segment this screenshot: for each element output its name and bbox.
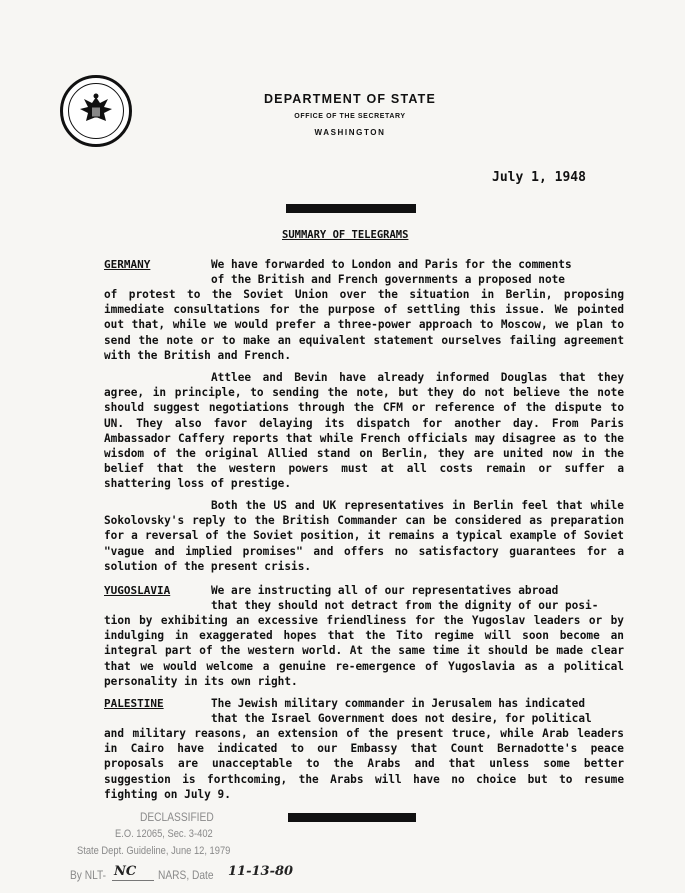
yugoslavia-first-line: We are instructing all of our representatives abroad — [211, 584, 559, 597]
document-title: SUMMARY OF TELEGRAMS — [282, 229, 409, 241]
palestine-second-line: that the Israel Government does not desire, for political — [211, 712, 592, 725]
section-heading-yugoslavia: YUGOSLAVIA — [104, 584, 171, 597]
yugoslavia-second-line: that they should not detract from the dignity of our posi- — [211, 599, 599, 612]
declassified-stamp-nars-date: NARS, Date — [158, 868, 214, 882]
yugoslavia-paragraph-body: tion by exhibiting an excessive friendliness for the Yugoslav leaders or by indulging in exaggerated hopes that the Tito regime will soon become an integral part of the western world. At the same time it should be made clear that we would welcome a genuine re-emergence of Yugoslavia as a political personality in its own right. — [104, 614, 624, 688]
germany-paragraph-2: Attlee and Bevin have already informed Douglas that they agree, in principle, to sending the note, but they do not believe the note should suggest negotiations through the CFM or reference of the dispute to UN. They also favor delaying its dispatch for another day. From Paris Ambassador Caffery reports that while French officials may disagree as to the wisdom of the original Allied stand on Berlin, they are united now in the belief that the western powers must at all costs remain or suffer a shattering loss of prestige. — [104, 371, 624, 491]
declassified-stamp-order: E.O. 12065, Sec. 3-402 — [115, 828, 213, 840]
department-name: DEPARTMENT OF STATE — [263, 92, 437, 106]
germany-first-line: We have forwarded to London and Paris for the comments — [211, 258, 572, 271]
eagle-emblem-icon — [68, 83, 124, 139]
declassified-stamp-title: DECLASSIFIED — [140, 810, 214, 824]
palestine-paragraph-body: and military reasons, an extension of the present truce, while Arab leaders in Cairo have indicated to our Embassy that Count Bernadotte's peace proposals are unacceptable to the Arabs and that unless some better suggestion is forthcoming, the Arabs will have no choice but to resume fighting on July 9. — [104, 727, 624, 801]
palestine-first-line: The Jewish military commander in Jerusalem has indicated — [211, 697, 586, 710]
section-heading-palestine: PALESTINE — [104, 697, 164, 710]
handwritten-date: 11-13-80 — [228, 864, 294, 879]
declassified-stamp-by-prefix: By NLT- — [70, 868, 107, 882]
state-department-seal — [60, 75, 132, 147]
office-name: OFFICE OF THE SECRETARY — [294, 113, 406, 120]
redacted-classification-bottom — [288, 813, 416, 822]
germany-second-line: of the British and French governments a proposed note — [211, 273, 565, 286]
germany-paragraph-1-body: of protest to the Soviet Union over the situation in Berlin, proposing immediate consultations for the purpose of settling this issue. We pointed out that, while we would prefer a three-power approach to Moscow, we plan to send the note or to make an equivalent statement ourselves failing agreement with the British and French. — [104, 288, 624, 362]
redacted-classification-top — [286, 204, 416, 213]
city-name: WASHINGTON — [314, 128, 386, 137]
initials-underline — [112, 880, 154, 881]
document-date: July 1, 1948 — [492, 170, 586, 185]
section-heading-germany: GERMANY — [104, 258, 151, 271]
germany-paragraph-3: Both the US and UK representatives in Berlin feel that while Sokolovsky's reply to the British Commander can be considered as preparation for a reversal of the Soviet position, it remains a typical example of Soviet "vague and implied promises" and offers no satisfactory guarantees for a solution of the present crisis. — [104, 499, 624, 573]
declassified-stamp-guideline: State Dept. Guideline, June 12, 1979 — [77, 845, 231, 857]
handwritten-initials: NC — [114, 864, 137, 879]
